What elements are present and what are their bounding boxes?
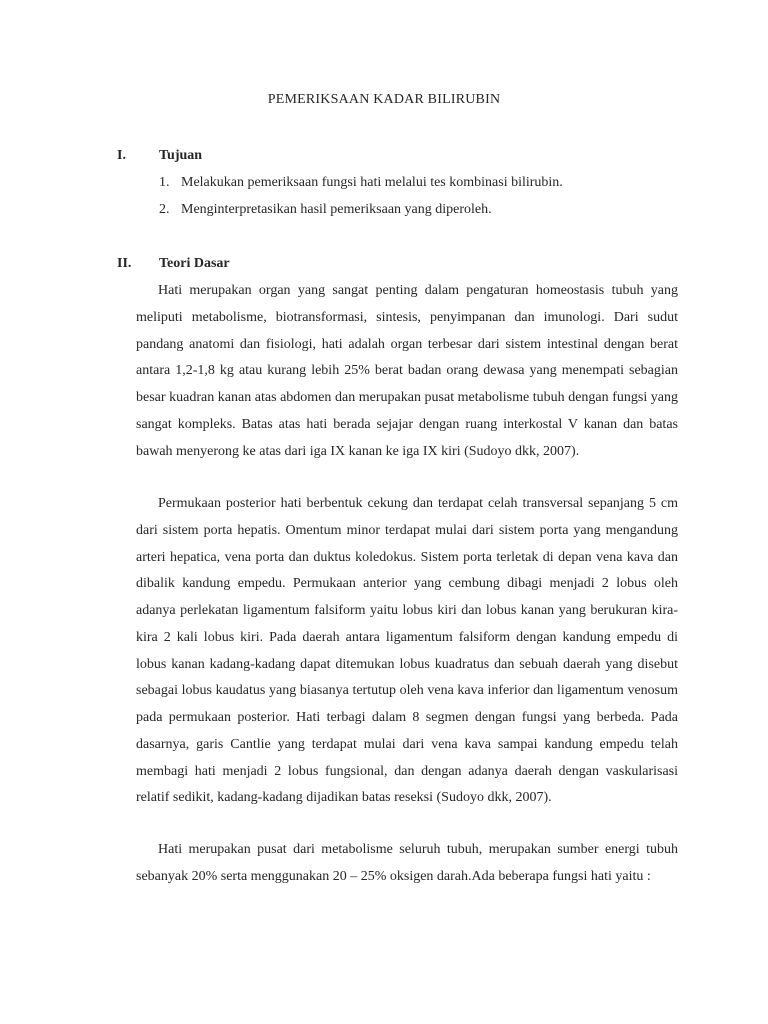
list-item (159, 202, 492, 218)
list-item-number: 1. (159, 175, 170, 190)
paragraph-1: Hati merupakan organ yang sangat penting dalam pengaturan homeostasis tubuh yang meliputi metabolisme, biotransformasi, sintesis, penyimpanan dan imunologi. Dari sudut pandang anatomi dan fisiologi, hati adalah organ terbesar dari sistem intestinal dengan berat antara 1,2-1,8 kg atau kurang lebih 25% berat badan orang dewasa yang menempati sebagian besar kuadran kanan atas abdomen dan merupakan pusat metabolisme tubuh dengan fungsi yang sangat kompleks. Batas atas hati berada sejajar dengan ruang interkostal V kanan dan batas bawah menyerong ke atas dari iga IX kanan ke iga IX kiri (Sudoyo dkk, 2007). (136, 283, 678, 459)
paragraph-3: Hati merupakan pusat dari metabolisme seluruh tubuh, merupakan sumber energi tubuh sebanyak 20% serta menggunakan 20 – 25% oksigen darah.Ada beberapa fungsi hati yaitu : (136, 842, 678, 884)
section-2-number: II. (117, 256, 132, 271)
paragraph-2: Permukaan posterior hati berbentuk cekung dan terdapat celah transversal sepanjang 5 cm dari sistem porta hepatis. Omentum minor terdapat mulai dari sistem porta yang mengandung arteri hepatica, vena porta dan duktus koledokus. Sistem porta terletak di depan vena kava dan dibalik kandung empedu. Permukaan anterior yang cembung dibagi menjadi 2 lobus oleh adanya perlekatan ligamentum falsiform yaitu lobus kiri dan lobus kanan yang berukuran kira-kira 2 kali lobus kiri. Pada daerah antara ligamentum falsiform dengan kandung empedu di lobus kanan kadang-kadang dapat ditemukan lobus kuadratus dan sebuah daerah yang disebut sebagai lobus kaudatus yang biasanya tertutup oleh vena kava inferior dan ligamentum venosum pada permukaan posterior. Hati terbagi dalam 8 segmen dengan fungsi yang berbeda. Pada dasarnya, garis Cantlie yang terdapat mulai dari vena kava sampai kandung empedu telah membagi hati menjadi 2 lobus fungsional, dan dengan adanya daerah dengan vaskularisasi relatif sedikit, kadang-kadang dijadikan batas reseksi (Sudoyo dkk, 2007). (136, 496, 678, 806)
page-title: PEMERIKSAAN KADAR BILIRUBIN (267, 92, 501, 107)
list-item (159, 175, 563, 191)
list-item-text: Menginterpretasikan hasil pemeriksaan yang diperoleh. (181, 202, 492, 217)
list-item-number: 2. (159, 202, 170, 217)
section-2-heading: Teori Dasar (159, 256, 230, 271)
list-item-text: Melakukan pemeriksaan fungsi hati melalui tes kombinasi bilirubin. (181, 175, 563, 190)
section-1-number: I. (117, 148, 126, 163)
section-1-heading: Tujuan (159, 148, 203, 163)
